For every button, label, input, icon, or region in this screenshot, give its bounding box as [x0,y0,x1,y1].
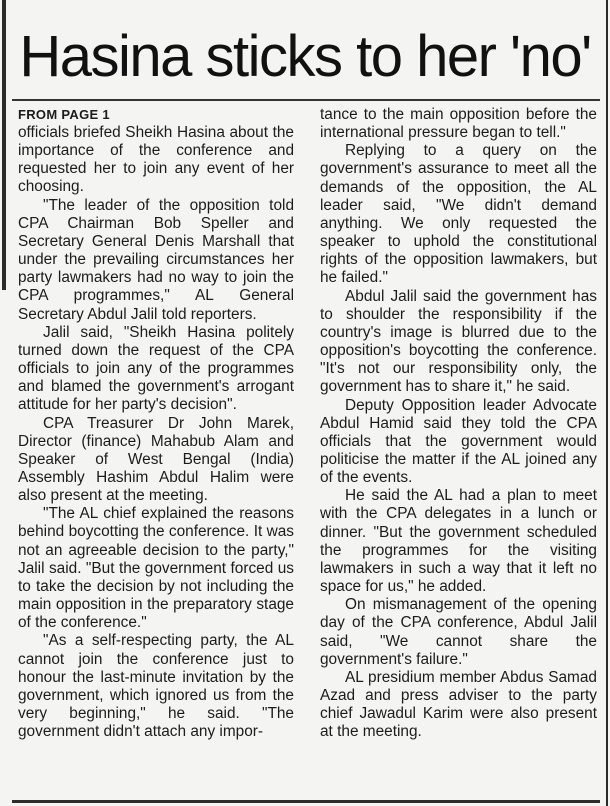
kicker-label: FROM PAGE 1 [18,107,110,122]
paragraph: "The AL chief explained the reasons behind boycotting the conference. It was not an agreeable decision to the party," Jalil said. "But the government forced us to take the decision by not including the main opposition in the preparatory stage of the conference." [18,505,294,632]
paragraph: AL presidium member Abdus Samad Azad and press adviser to the party chief Jawadul Karim were also present at the meeting. [320,668,597,741]
right-frame-edge [606,0,608,806]
paragraph: officials briefed Sheikh Hasina about the importance of the conference and requested her to join any event of her choosing. [18,124,294,196]
headline: Hasina sticks to her 'no' [19,24,591,89]
headline-rule [12,99,600,101]
paragraph: Abdul Jalil said the government has to shoulder the responsibility if the country's image is blurred due to the opposition's boycotting the conference. "It's not our responsibility only, the government has to share it," he said. [320,287,597,396]
paragraph: Deputy Opposition leader Advocate Abdul Hamid said they told the CPA officials that the government would politicise the matter if the AL joined any of the events. [320,396,597,487]
paragraph: Jalil said, "Sheikh Hasina politely turned down the request of the CPA officials to join any of the programmes and blamed the government's arrogant attitude for her party's decision". [18,323,294,414]
paragraph: He said the AL had a plan to meet with the CPA delegates in a lunch or dinner. "But the government scheduled the programmes for the visiting lawmakers in such a way that it left no space for us," he added. [320,487,597,596]
paragraph: On mismanagement of the opening day of the CPA conference, Abdul Jalil said, "We cannot share the government's failure." [320,596,597,668]
article-column-right [320,106,597,741]
paragraph: "As a self-respecting party, the AL cannot join the conference just to honour the last-minute invitation by the government, which ignored us from the very beginning," he said. "The government didn't attach any impor- [18,632,294,741]
paragraph: CPA Treasurer Dr John Marek, Director (finance) Mahabub Alam and Speaker of West Bengal (India) Assembly Hashim Abdul Halim were also present at the meeting. [18,414,294,505]
paragraph: tance to the main opposition before the international pressure began to tell." [320,106,597,142]
article-column-left [18,106,294,741]
paragraph: "The leader of the opposition told CPA Chairman Bob Speller and Secretary General Denis Marshall that under the prevailing circumstances her party lawmakers had no way to join the CPA programmes," AL General Secretary Abdul Jalil told reporters. [18,196,294,323]
bottom-rule [12,800,600,803]
paragraph: Replying to a query on the government's assurance to meet all the demands of the opposition, the AL leader said, "We didn't demand anything. We only requested the speaker to uphold the constitutional rights of the opposition lawmakers, but he failed." [320,142,597,287]
